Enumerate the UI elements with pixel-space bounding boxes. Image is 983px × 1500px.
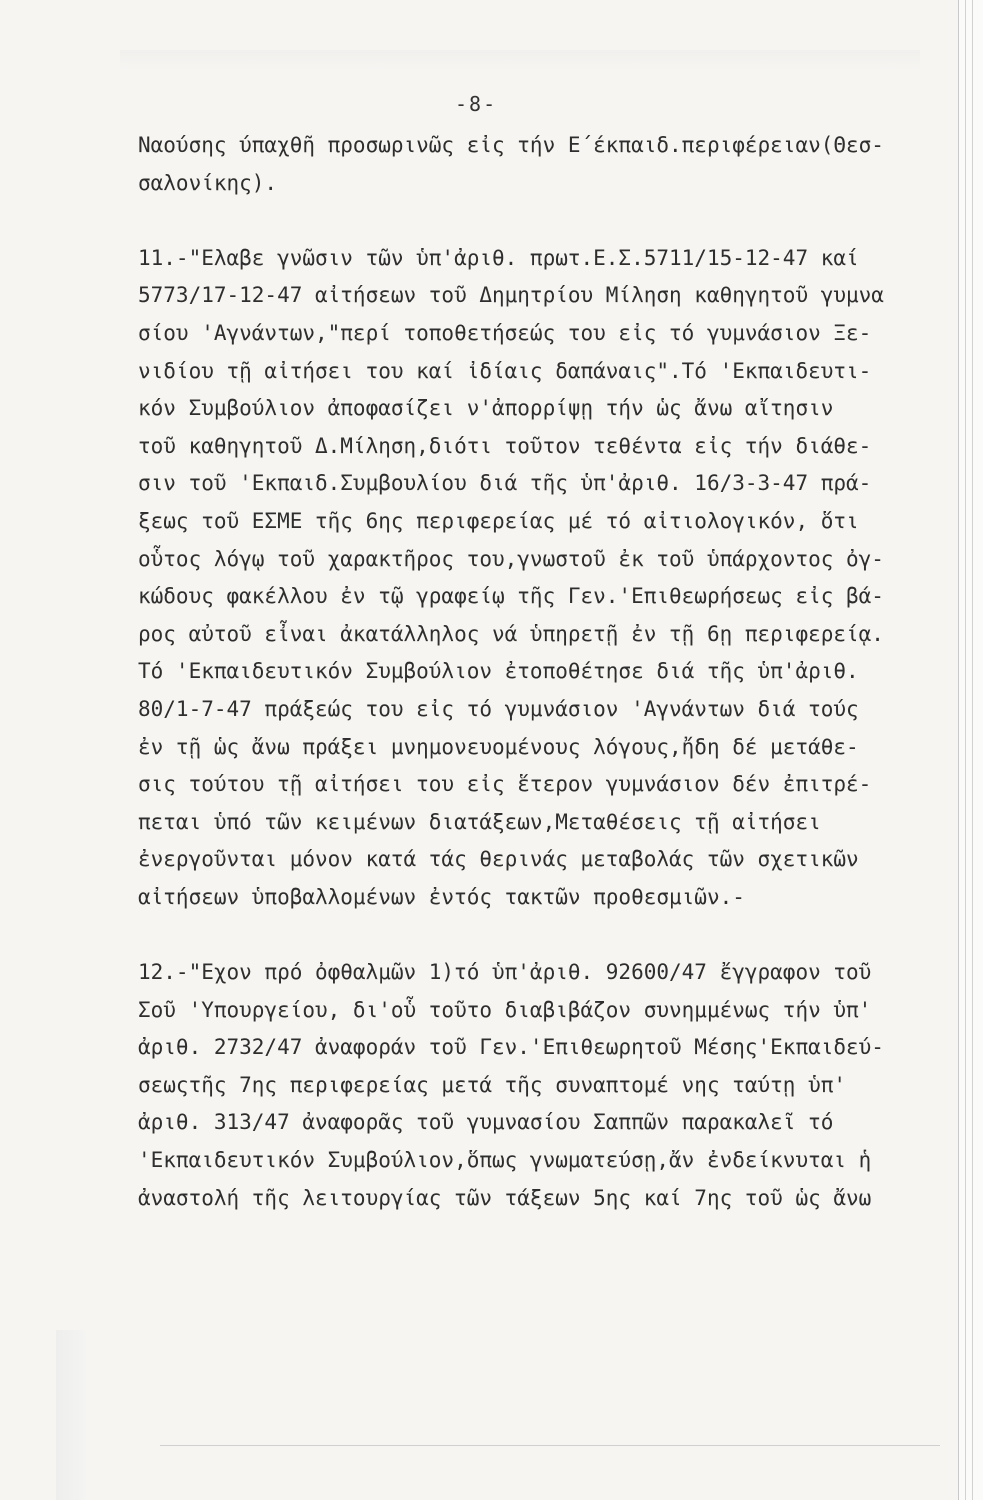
text-line: σις τούτου τῇ αἰτήσει του εἰς ἕτερον γυμνάσιον δέν ἐπιτρέ-: [138, 772, 872, 797]
scan-page-edge: [958, 0, 983, 1500]
text-line: σεωςτῆς 7ης περιφερείας μετά τῆς συναπτομέ νης ταύτῃ ὑπ': [138, 1072, 847, 1097]
text-line: 'Εκπαιδευτικόν Συμβούλιον,ὅπως γνωματεύσῃ,ἄν ἐνδείκνυται ἡ: [138, 1148, 872, 1173]
text-line: σίου 'Αγνάντων,"περί τοποθετήσεώς του εἰς τό γυμνάσιον Ξε-: [138, 320, 872, 345]
edge-rule: [965, 0, 966, 1500]
text-line: ἐνεργοῦνται μόνον κατά τάς θερινάς μεταβολάς τῶν σχετικῶν: [138, 847, 859, 872]
text-line: ἐν τῇ ὡς ἄνω πράξει μνημονευομένους λόγους,ἤδη δέ μετάθε-: [138, 734, 859, 759]
text-line: σιν τοῦ 'Εκπαιδ.Συμβουλίου διά τῆς ὑπ'ἀριθ. 16/3-3-47 πρά-: [138, 471, 872, 496]
text-line: ξεως τοῦ ΕΣΜΕ τῆς 6ης περιφερείας μέ τό αἰτιολογικόν, ὅτι: [138, 508, 859, 533]
document-body: [138, 127, 948, 1217]
text-line: ἀναστολή τῆς λειτουργίας τῶν τάξεων 5ης καί 7ης τοῦ ὡς ἄνω: [138, 1185, 872, 1210]
text-line: τοῦ καθηγητοῦ Δ.Μίληση,διότι τοῦτον τεθέντα εἰς τήν διάθε-: [138, 433, 872, 458]
text-line: αἰτήσεων ὑποβαλλομένων ἐντός τακτῶν προθεσμιῶν.-: [138, 884, 745, 909]
text-line: 11.-"Ελαβε γνῶσιν τῶν ὑπ'ἀριθ. πρωτ.Ε.Σ.5711/15-12-47 καί: [138, 245, 859, 270]
page-number: -8-: [455, 92, 498, 116]
text-line: κώδους φακέλλου ἐν τῷ γραφείῳ τῆς Γεν.'Επιθεωρήσεως εἰς βά-: [138, 584, 884, 609]
text-line: ἀριθ. 2732/47 ἀναφοράν τοῦ Γεν.'Επιθεωρητοῦ Μέσης'Εκπαιδεύ-: [138, 1035, 884, 1060]
text-line: 12.-"Εχον πρό ὀφθαλμῶν 1)τό ὑπ'ἀριθ. 92600/47 ἔγγραφον τοῦ: [138, 960, 872, 985]
text-line: κόν Συμβούλιον ἀποφασίζει ν'ἀπορρίψῃ τήν ὡς ἄνω αἴτησιν: [138, 396, 834, 421]
paragraph-gap: [138, 916, 948, 954]
text-line: 5773/17-12-47 αἰτήσεων τοῦ Δημητρίου Μίληση καθηγητοῦ γυμνα: [138, 283, 884, 308]
scan-smudge: [120, 50, 920, 70]
text-line: Σοῦ 'Υπουργείου, δι'οὗ τοῦτο διαβιβάζον συνημμένως τήν ὑπ': [138, 997, 872, 1022]
paragraph-gap: [138, 202, 948, 240]
text-line: πεται ὑπό τῶν κειμένων διατάξεων,Μεταθέσεις τῇ αἰτήσει: [138, 809, 821, 834]
text-line: οὗτος λόγῳ τοῦ χαρακτῆρος του,γνωστοῦ ἐκ τοῦ ὑπάρχοντος ὀγ-: [138, 546, 884, 571]
text-line: σαλονίκης).: [138, 170, 278, 195]
text-line: ρος αὐτοῦ εἶναι ἀκατάλληλος νά ὑπηρετῇ ἐν τῇ 6ῃ περιφερείᾳ.: [138, 621, 884, 646]
scan-bleed-mark: [56, 1330, 86, 1500]
text-line: Τό 'Εκπαιδευτικόν Συμβούλιον ἐτοποθέτησε διά τῆς ὑπ'ἀριθ.: [138, 659, 859, 684]
text-line: 80/1-7-47 πράξεώς του εἰς τό γυμνάσιον 'Αγνάντων διά τούς: [138, 696, 859, 721]
text-line: ἀριθ. 313/47 ἀναφορᾶς τοῦ γυμνασίου Σαππῶν παρακαλεῖ τό: [138, 1110, 834, 1135]
bottom-rule: [160, 1445, 940, 1446]
text-line: Ναούσης ύπαχθῆ προσωρινῶς εἰς τήν Ε΄έκπαιδ.περιφέρειαν(Θεσ-: [138, 133, 884, 157]
text-line: νιδίου τῇ αἰτήσει του καί ἰδίαις δαπάναις".Τό 'Εκπαιδευτι-: [138, 358, 872, 383]
edge-rule: [972, 0, 973, 1500]
